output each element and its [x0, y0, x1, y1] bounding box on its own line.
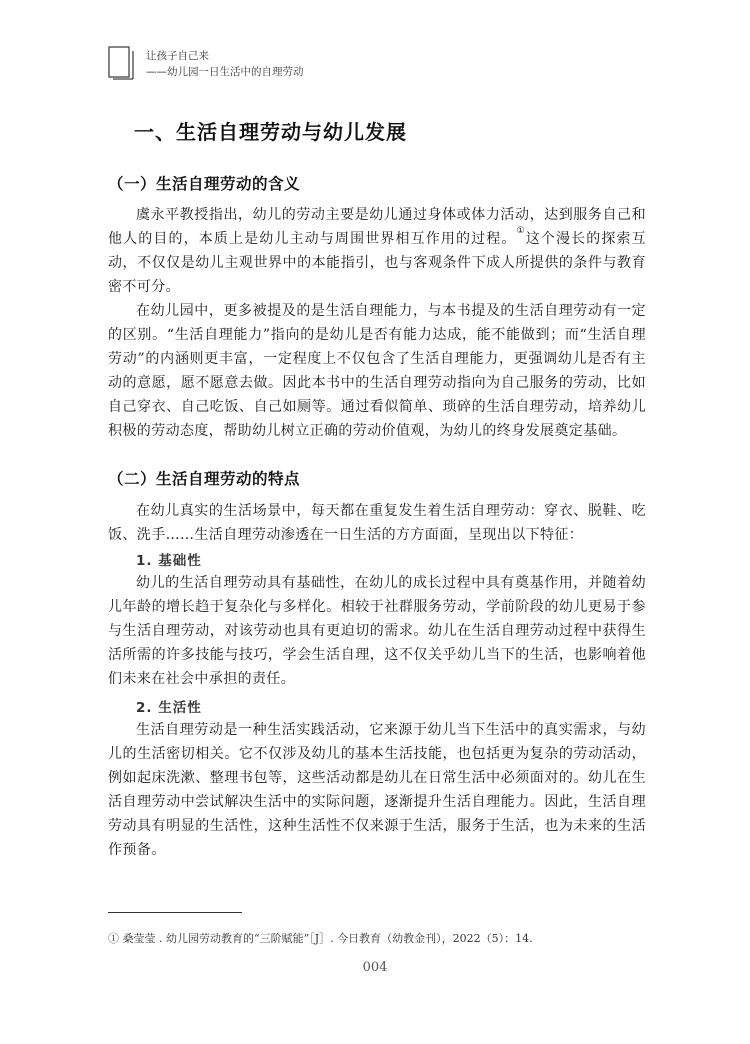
paragraph-features-intro: 在幼儿真实的生活场景中，每天都在重复发生着生活自理劳动：穿衣、脱鞋、吃饭、洗手……生活自理劳动渗透在一日生活的方方面面，呈现出以下特征：: [108, 503, 646, 544]
subsection-title-features: （二）生活自理劳动的特点: [108, 470, 301, 488]
point-title-basic: 1. 基础性: [136, 553, 202, 569]
page-number: 004: [362, 960, 388, 975]
book-icon: [108, 46, 136, 80]
paragraph-definition: [108, 203, 646, 299]
point-title-life: 2. 生活性: [136, 700, 202, 716]
paragraph-distinction: 在幼儿园中，更多被提及的是生活自理能力，与本书提及的生活自理劳动有一定的区别。“生活自理能力”指向的是幼儿是否有能力达成，能不能做到；而“生活自理劳动”的内涵则更丰富，一定程度上不仅包含了生活自理能力，更强调幼儿是否有主动的意愿，愿不愿意去做。因此本书中的生活自理劳动指向为自己服务的劳动，比如自己穿衣、自己吃饭、自己如厕等。通过看似简单、琐碎的生活自理劳动，培养幼儿积极的劳动态度，帮助幼儿树立正确的劳动价值观，为幼儿的终身发展奠定基础。: [108, 303, 646, 440]
paragraph-basic: 幼儿的生活自理劳动具有基础性，在幼儿的成长过程中具有奠基作用，并随着幼儿年龄的增长趋于复杂化与多样化。相较于社群服务劳动，学前阶段的幼儿更易于参与生活自理劳动，对该劳动也具有更迫切的需求。幼儿在生活自理劳动过程中获得生活所需的许多技能与技巧，学会生活自理，这不仅关乎幼儿当下的生活，也影响着他们未来在社会中承担的责任。: [108, 575, 646, 688]
section-title: 一、生活自理劳动与幼儿发展: [134, 120, 407, 144]
paragraph-definition-part1: 虞永平教授指出，幼儿的劳动主要是幼儿通过身体或体力活动，达到服务自己和他人的目的，本质上是幼儿主动与周围世界相互作用的过程。: [108, 207, 646, 248]
series-title: 让孩子自己来: [146, 50, 209, 62]
footnote-divider: [108, 912, 242, 913]
paragraph-life: 生活自理劳动是一种生活实践活动，它来源于幼儿当下生活中的真实需求，与幼儿的生活密切相关。它不仅涉及幼儿的基本生活技能，也包括更为复杂的劳动活动，例如起床洗漱、整理书包等，这些活动都是幼儿在日常生活中必须面对的。幼儿在生活自理劳动中尝试解决生活中的实际问题，逐渐提升生活自理能力。因此，生活自理劳动具有明显的生活性，这种生活性不仅来源于生活，服务于生活，也为未来的生活作预备。: [108, 722, 646, 859]
paragraph-definition-part2: 这个漫长的探索互动，不仅仅是幼儿主观世界中的本能指引，也与客观条件下成人所提供的条件与教育密不可分。: [108, 231, 646, 296]
header-text: [146, 48, 304, 80]
series-subtitle: ——幼儿园一日生活中的自理劳动: [146, 66, 304, 78]
footnote: ① 桑莹莹 . 幼儿园劳动教育的“三阶赋能”［J］. 今日教育（幼教金刊），2022（5）：14.: [108, 932, 533, 945]
footnote-ref[interactable]: ①: [516, 226, 526, 237]
subsection-title-meaning: （一）生活自理劳动的含义: [108, 175, 301, 193]
